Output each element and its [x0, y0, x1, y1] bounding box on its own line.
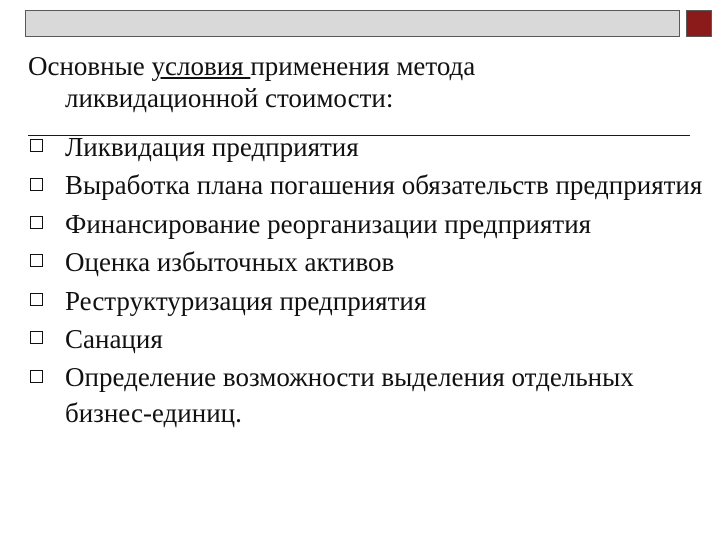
hollow-square-icon	[30, 370, 43, 383]
hollow-square-icon	[30, 139, 43, 152]
accent-square	[686, 10, 712, 37]
list-item-text: Оценка избыточных активов	[65, 247, 395, 277]
conditions-list	[28, 128, 708, 433]
list-item	[28, 359, 708, 433]
list-item-text: Определение возможности выделения отдельных бизнес-единиц.	[65, 361, 634, 428]
list-item-text: Санация	[65, 324, 163, 354]
heading-line-2: ликвидационной стоимости:	[65, 83, 394, 113]
list-item	[28, 243, 708, 282]
header-band	[25, 10, 680, 37]
heading-underlined-word: условия	[151, 51, 251, 81]
heading-rest: применения метода	[250, 51, 476, 81]
hollow-square-icon	[30, 331, 43, 344]
hollow-square-icon	[30, 254, 43, 267]
hollow-square-icon	[30, 216, 43, 229]
heading-prefix: Основные	[28, 51, 152, 81]
list-item	[28, 128, 708, 167]
list-item-text: Финансирование реорганизации предприятия	[65, 208, 592, 239]
list-item	[28, 205, 708, 244]
list-item	[28, 282, 708, 321]
list-item-text: Ликвидация предприятия	[65, 132, 359, 162]
hollow-square-icon	[30, 178, 43, 191]
hollow-square-icon	[30, 293, 43, 306]
list-item	[28, 167, 708, 205]
list-item	[28, 320, 708, 359]
list-item-text: Реструктуризация предприятия	[65, 285, 427, 316]
list-item-text: Выработка плана погашения обязательств предприятия	[65, 169, 703, 200]
slide-heading	[28, 50, 708, 114]
